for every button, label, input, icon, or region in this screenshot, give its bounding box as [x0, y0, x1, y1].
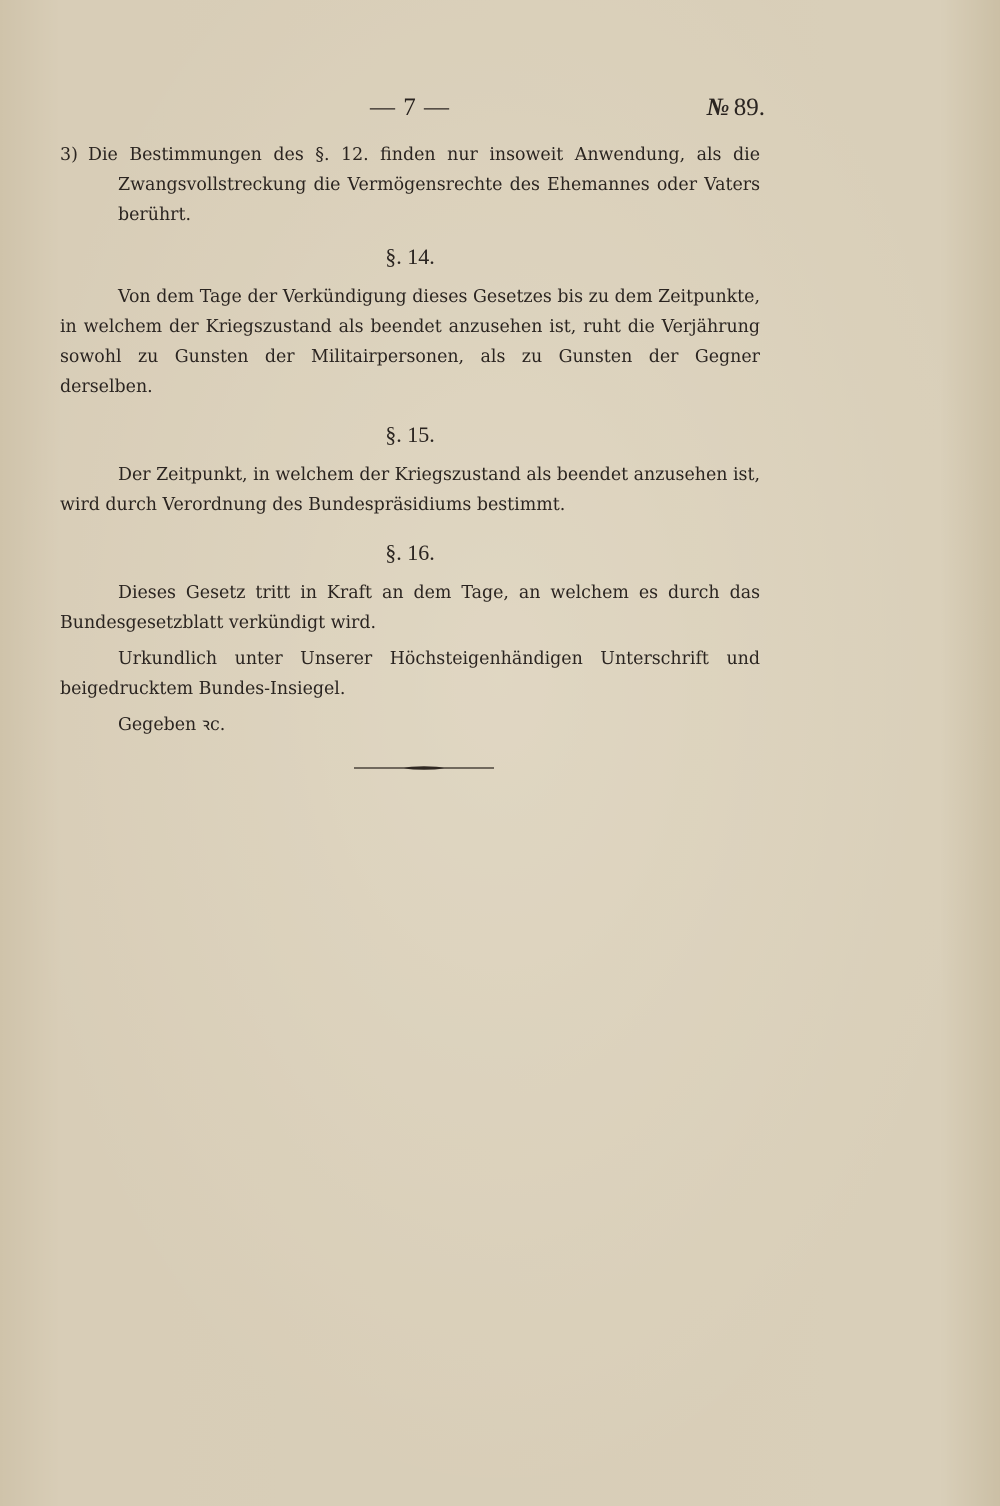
section-14-text: Von dem Tage der Verkündigung dieses Gesetzes bis zu dem Zeitpunkte, in welchem der Kriegszustand als beendet anzusehen ist, ruht die Verjährung sowohl zu Gunsten der Militairpersonen, als zu Gunsten der Gegner derselben.: [60, 287, 760, 397]
page-number: — 7 —: [370, 94, 450, 121]
issue-number-value: 89.: [733, 94, 765, 121]
paragraph-item-3: [60, 140, 760, 230]
document-body: [60, 140, 760, 740]
item-number: 3): [60, 145, 78, 165]
numero-sign: №: [706, 94, 728, 121]
section-15-text: Der Zeitpunkt, in welchem der Kriegszustand als beendet anzusehen ist, wird durch Verordnung des Bundespräsidiums bestimmt.: [60, 465, 760, 515]
section-14-heading: §. 14.: [385, 244, 435, 269]
given-text: Gegeben ꝛc.: [118, 715, 226, 735]
closing-text: Urkundlich unter Unserer Höchsteigenhändigen Unterschrift und beigedrucktem Bundes-Insiegel.: [60, 649, 760, 699]
section-16-text: Dieses Gesetz tritt in Kraft an dem Tage, an welchem es durch das Bundesgesetzblatt verkündigt wird.: [60, 583, 760, 633]
item-3-text: Die Bestimmungen des §. 12. finden nur insoweit Anwendung, als die Zwangsvollstreckung die Vermögensrechte des Ehemannes oder Vaters berührt.: [88, 145, 760, 225]
end-rule-divider: [354, 762, 494, 774]
issue-number: [670, 94, 765, 122]
page-header: [0, 94, 1000, 126]
section-16-heading: §. 16.: [385, 540, 435, 565]
section-15-heading: §. 15.: [385, 422, 435, 447]
